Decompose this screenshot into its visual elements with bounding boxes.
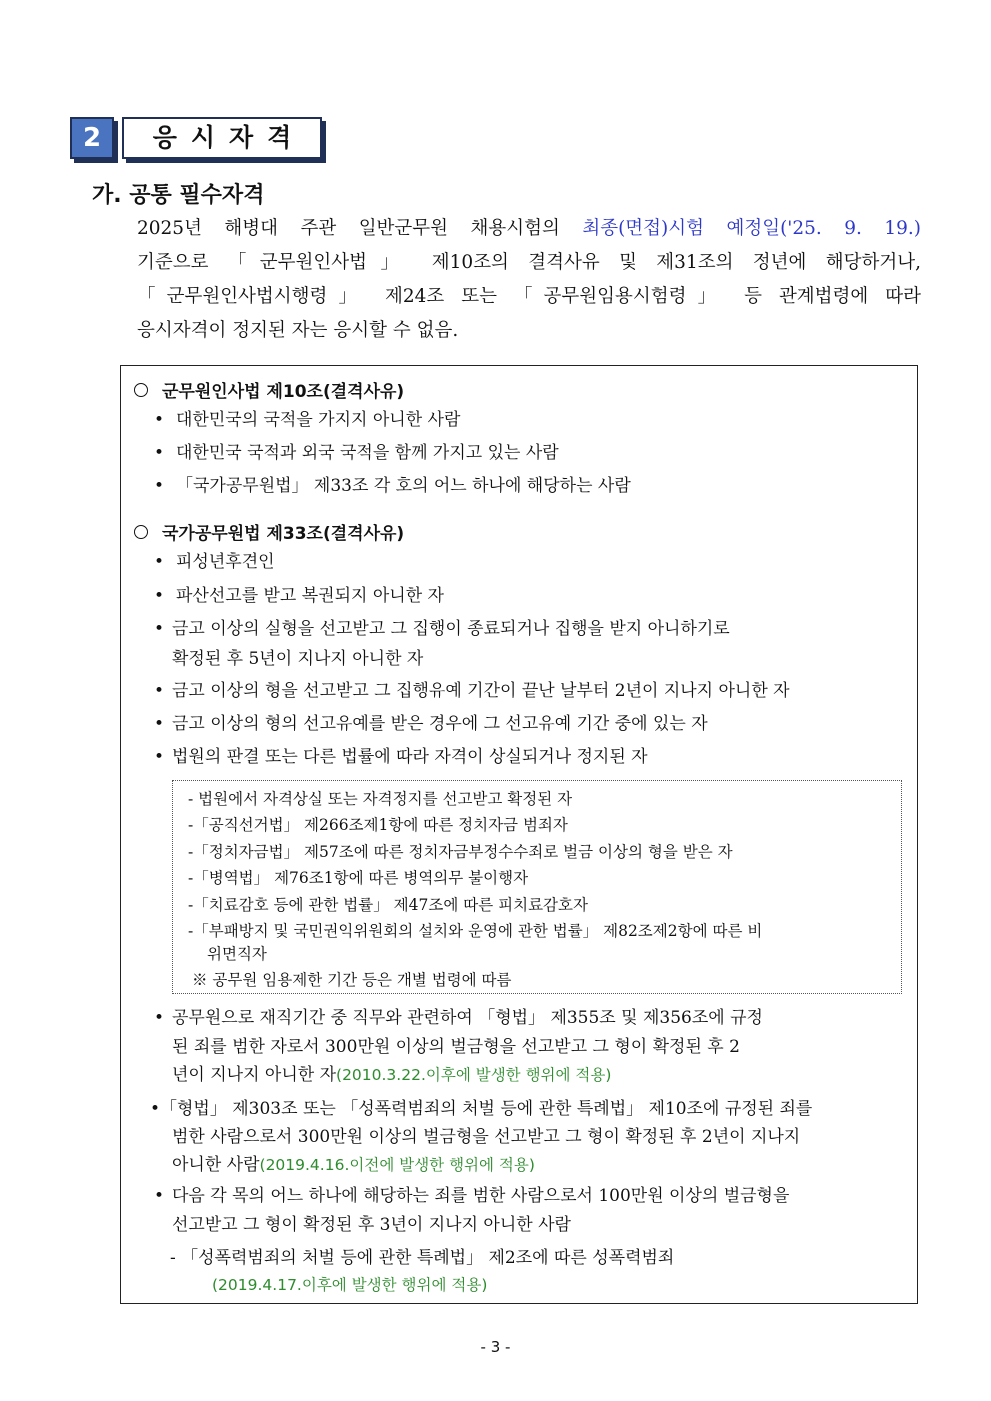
list-item-continuation: [172, 1060, 611, 1090]
section-title: 응시자격: [122, 117, 322, 159]
sub-item-continuation: 위면직자: [207, 945, 267, 963]
heading-military-act: [134, 377, 404, 402]
list-item-continuation: 된 죄를 범한 자로서 300만원 이상의 벌금형을 선고받고 그 형이 확정된 후 2: [172, 1037, 740, 1057]
list-item: [154, 470, 631, 503]
list-item-text: 금고 이상의 형을 선고받고 그 집행유예 기간이 끝난 날부터 2년이 지나지 아니한 자: [172, 681, 790, 701]
intro-paragraph: [137, 212, 921, 348]
list-item-text: 대한민국 국적과 외국 국적을 함께 가지고 있는 사람: [176, 443, 559, 463]
bullet-icon: •: [154, 747, 165, 767]
list-item: [154, 404, 460, 437]
applicability-note: (2019.4.16.이전에 발생한 행위에 적용): [259, 1156, 535, 1174]
circle-bullet-icon: [134, 383, 148, 397]
list-item-text: 금고 이상의 실형을 선고받고 그 집행이 종료되거나 집행을 받지 아니하기로: [172, 619, 730, 639]
list-item: [154, 741, 648, 774]
list-item-text: 파산선고를 받고 복권되지 아니한 자: [176, 586, 444, 606]
bullet-icon: •: [154, 1186, 165, 1206]
bullet-icon: •: [154, 714, 165, 734]
list-item: [154, 546, 275, 579]
intro-line-1: [137, 212, 921, 246]
bullet-icon: •: [154, 619, 165, 639]
sub-item: -「부패방지 및 국민권익위원회의 설치와 운영에 관한 법률」 제82조제2항에 따른 비: [188, 922, 763, 940]
bullet-icon: •: [154, 552, 165, 572]
list-item: [154, 675, 790, 708]
intro-line-4: 응시자격이 정지된 자는 응시할 수 없음.: [137, 320, 459, 341]
intro-line-1-text: 2025년 해병대 주관 일반군무원 채용시험의: [137, 218, 583, 239]
sub-box-note: ※ 공무원 임용제한 기간 등은 개별 법령에 따름: [192, 971, 512, 989]
list-item-text: 「국가공무원법」 제33조 각 호의 어느 하나에 해당하는 사람: [176, 476, 631, 496]
list-item-text: 법원의 판결 또는 다른 법률에 따라 자격이 상실되거나 정지된 자: [172, 747, 648, 767]
list-item-continuation: 확정된 후 5년이 지나지 아니한 자: [172, 649, 424, 669]
heading-military-act-text: 군무원인사법 제10조(결격사유): [162, 382, 405, 402]
applicability-note: (2019.4.17.이후에 발생한 행위에 적용): [212, 1276, 488, 1294]
bullet-icon: •: [154, 476, 165, 496]
subheading: 가. 공통 필수자격: [92, 183, 265, 208]
applicability-note: (2010.3.22.이후에 발생한 행위에 적용): [336, 1066, 612, 1084]
sub-item: -「공직선거법」 제266조제1항에 따른 정치자금 범죄자: [188, 816, 568, 834]
list-item-text: 대한민국의 국적을 가지지 아니한 사람: [176, 410, 461, 430]
heading-civil-service-act: [134, 519, 404, 544]
list-item-text: 다음 각 목의 어느 하나에 해당하는 죄를 범한 사람으로서 100만원 이상의 벌금형을: [172, 1186, 790, 1206]
list-item-text: 피성년후견인: [176, 552, 275, 572]
intro-line-3: 「군무원인사법시행령」 제24조 또는 「공무원임용시험령」 등 관계법령에 따라: [137, 286, 921, 307]
bullet-icon: •: [154, 1008, 165, 1028]
list-item: [154, 1002, 763, 1035]
circle-bullet-icon: [134, 525, 148, 539]
list-item-text: 금고 이상의 형의 선고유예를 받은 경우에 그 선고유예 기간 중에 있는 자: [172, 714, 708, 734]
page-number: - 3 -: [480, 1338, 511, 1356]
list-item: [154, 1180, 789, 1213]
bullet-icon: •: [150, 1099, 161, 1119]
list-item-text: 「형법」 제303조 또는 「성폭력범죄의 처벌 등에 관한 특례법」 제10조에 규정된 죄를: [160, 1099, 813, 1119]
sub-item: -「병역법」 제76조1항에 따른 병역의무 불이행자: [188, 869, 529, 887]
sub-item: - 법원에서 자격상실 또는 자격정지를 선고받고 확정된 자: [188, 790, 573, 808]
sub-item: -「치료감호 등에 관한 법률」 제47조에 따른 피치료감호자: [188, 896, 588, 914]
sub-item: -「정치자금법」 제57조에 따른 정치자금부정수수죄로 벌금 이상의 형을 받은 자: [188, 843, 733, 861]
bullet-icon: •: [154, 681, 165, 701]
heading-civil-service-act-text: 국가공무원법 제33조(결격사유): [162, 524, 405, 544]
bullet-icon: •: [154, 410, 165, 430]
list-item-text: 년이 지나지 아니한 자: [172, 1065, 337, 1085]
list-item-continuation: 범한 사람으로서 300만원 이상의 벌금형을 선고받고 그 형이 확정된 후 2년이 지나지: [172, 1127, 801, 1147]
section-number: 2: [70, 117, 114, 159]
list-item-continuation: [172, 1150, 535, 1180]
exam-date-highlight: 최종(면접)시험 예정일('25. 9. 19.): [582, 218, 921, 239]
list-item-text: 공무원으로 재직기간 중 직무와 관련하여 「형법」 제355조 및 제356조에 규정: [172, 1008, 763, 1028]
sub-list-item: - 「성폭력범죄의 처벌 등에 관한 특례법」 제2조에 따른 성폭력범죄: [170, 1248, 675, 1268]
list-item-text: 아니한 사람: [172, 1155, 260, 1175]
bullet-icon: •: [154, 443, 165, 463]
list-item: [154, 580, 444, 613]
bullet-icon: •: [154, 586, 165, 606]
list-item: [154, 708, 708, 741]
list-item: [154, 437, 559, 470]
list-item-continuation: 선고받고 그 형이 확정된 후 3년이 지나지 아니한 사람: [172, 1215, 571, 1235]
intro-line-2: 기준으로 「군무원인사법」 제10조의 결격사유 및 제31조의 정년에 해당하거나,: [137, 252, 921, 273]
list-item: [154, 613, 730, 646]
